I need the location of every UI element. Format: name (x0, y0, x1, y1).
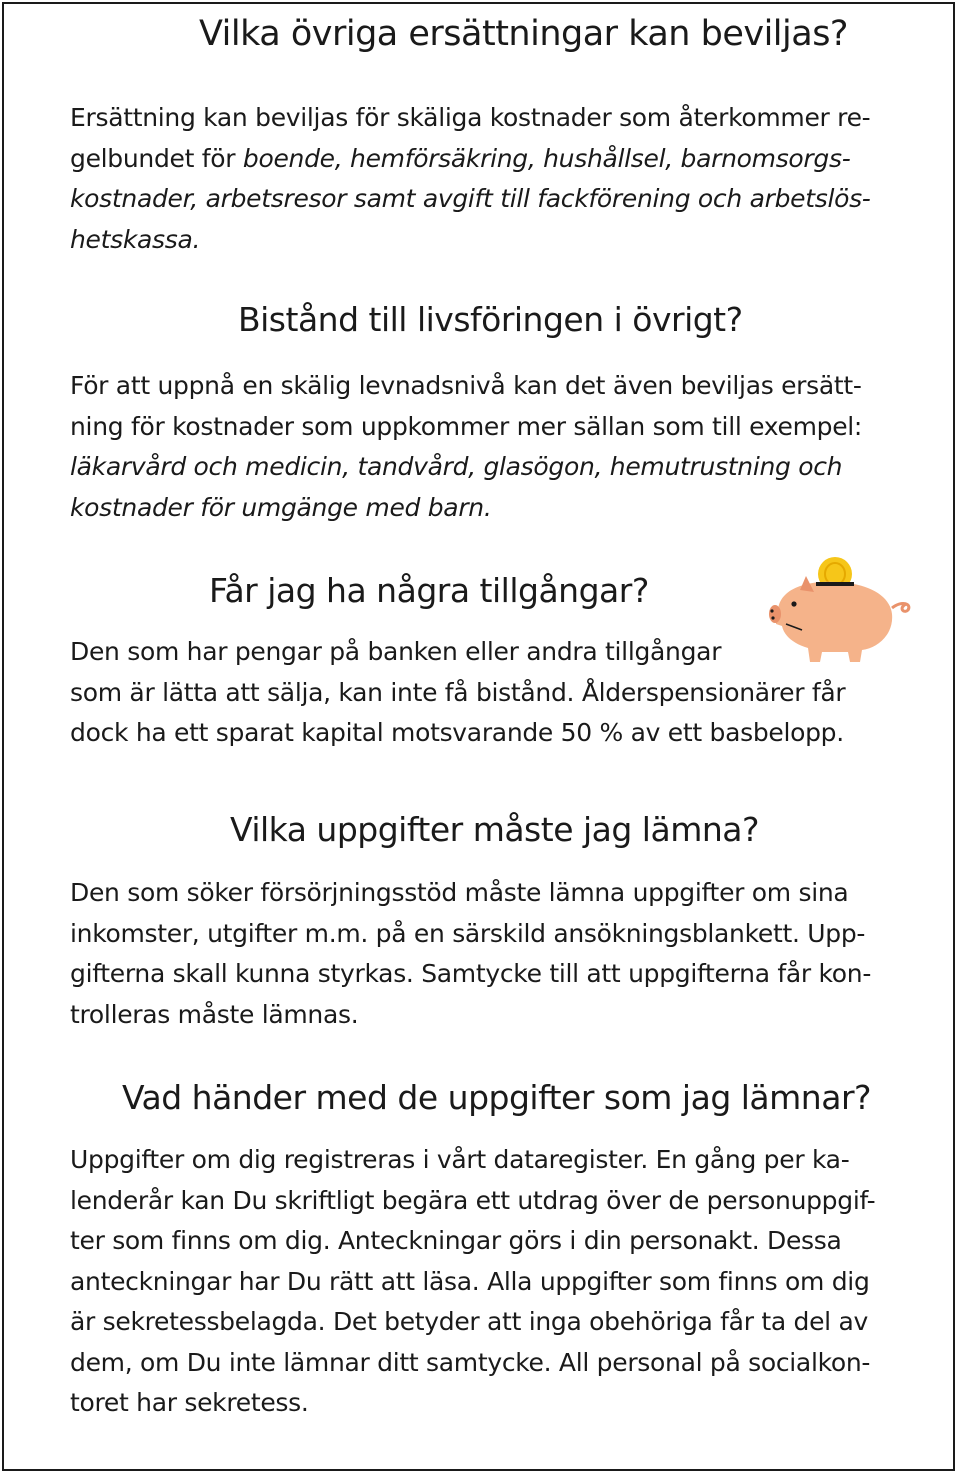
body-text: Uppgifter om dig registreras i vårt dataregister. En gång per ka- (70, 1145, 850, 1174)
body-line (70, 366, 890, 407)
section-uppgifter-hander (70, 1078, 890, 1424)
body-text: toret har sekretess. (70, 1388, 309, 1417)
body-line (70, 1181, 890, 1222)
body-text: trolleras måste lämnas. (70, 999, 359, 1029)
section-uppgifter-lamna (70, 810, 890, 1035)
body-text: dock ha ett sparat kapital motsvarande 50 % av ett basbelopp. (70, 718, 844, 747)
emphasized-text: hetskassa. (70, 224, 201, 254)
body-line (70, 407, 890, 448)
section-ovriga-ersattningar (70, 14, 890, 260)
body-line (70, 1221, 890, 1262)
section-bistand-livsforing (70, 300, 890, 528)
body-text: För att uppnå en skälig levnadsnivå kan det även beviljas ersätt- (70, 371, 862, 400)
section-heading: Vilka övriga ersättningar kan beviljas? (199, 14, 849, 54)
body-line (70, 179, 890, 220)
body-text: lenderår kan Du skriftligt begära ett utdrag över de personuppgif- (70, 1185, 876, 1215)
body-line (70, 673, 890, 714)
body-line (70, 954, 890, 995)
body-text: ning för kostnader som uppkommer mer sällan som till exempel: (70, 411, 863, 441)
section-body (70, 98, 890, 260)
piggy-bank-icon (766, 552, 916, 664)
section-heading: Får jag ha några tillgångar? (209, 571, 649, 610)
body-line (70, 995, 890, 1036)
body-text: Ersättning kan beviljas för skäliga kostnader som återkommer re- (70, 103, 871, 132)
body-text: Den som söker försörjningsstöd måste lämna uppgifter om sina (70, 878, 849, 907)
body-text: gifterna skall kunna styrkas. Samtycke till att uppgifterna får kon- (70, 959, 872, 988)
body-text: inkomster, utgifter m.m. på en särskild ansökningsblankett. Upp- (70, 918, 866, 948)
body-line (70, 447, 890, 488)
section-heading: Bistånd till livsföringen i övrigt? (238, 300, 743, 339)
pig-body (776, 582, 892, 662)
body-line (70, 1302, 890, 1343)
body-text: anteckningar har Du rätt att läsa. Alla uppgifter som finns om dig (70, 1266, 870, 1296)
body-line (70, 488, 890, 529)
section-body (70, 1140, 890, 1424)
body-line (70, 713, 890, 754)
body-line (70, 873, 890, 914)
body-text: är sekretessbelagda. Det betyder att inga obehöriga får ta del av (70, 1307, 868, 1336)
body-line (70, 220, 890, 261)
body-line (70, 1262, 890, 1303)
body-text: Den som har pengar på banken eller andra tillgångar (70, 637, 722, 666)
body-text: dem, om Du inte lämnar ditt samtycke. All personal på socialkon- (70, 1347, 871, 1377)
section-body (70, 873, 890, 1035)
body-text: som är lätta att sälja, kan inte få bistånd. Ålderspensionärer får (70, 677, 846, 707)
body-line (70, 1140, 890, 1181)
emphasized-text: kostnader för umgänge med barn. (70, 492, 492, 522)
body-line (70, 914, 890, 955)
body-line (70, 1343, 890, 1384)
emphasized-text: boende, hemförsäkring, hushållsel, barnomsorgs- (242, 143, 851, 173)
section-heading: Vad händer med de uppgifter som jag lämnar? (122, 1078, 872, 1117)
body-line (70, 98, 890, 139)
section-body (70, 366, 890, 528)
body-line (70, 139, 890, 180)
emphasized-text: kostnader, arbetsresor samt avgift till fackförening och arbetslös- (70, 184, 871, 213)
body-text: ter som finns om dig. Anteckningar görs i din personakt. Dessa (70, 1226, 842, 1255)
section-heading: Vilka uppgifter måste jag lämna? (230, 810, 759, 849)
body-line (70, 1383, 890, 1424)
body-text: gelbundet för (70, 143, 243, 173)
emphasized-text: läkarvård och medicin, tandvård, glasögon, hemutrustning och (70, 452, 843, 481)
